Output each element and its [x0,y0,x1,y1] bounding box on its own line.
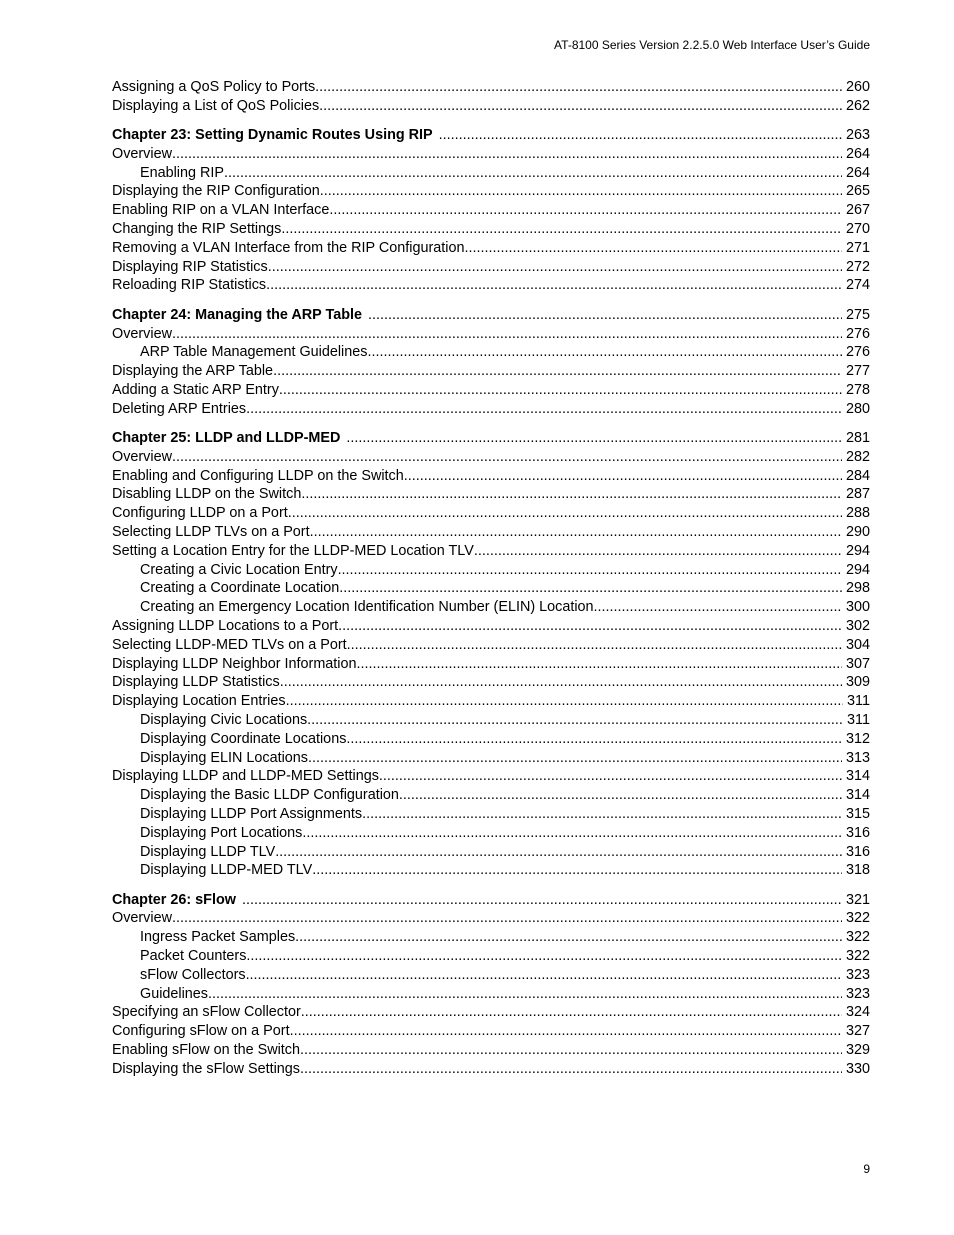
toc-entry-page: 278 [845,381,870,398]
toc-subentry[interactable] [112,947,870,966]
toc-entry-title: Displaying RIP Statistics [112,258,268,275]
toc-entry[interactable] [112,97,870,116]
toc-subentry[interactable] [112,730,870,749]
dot-leader [433,126,842,145]
toc-entry[interactable] [112,673,870,692]
dot-leader [208,985,842,1004]
toc-entry-title: Displaying Location Entries [112,693,286,710]
toc-entry[interactable] [112,400,870,419]
toc-entry-page: 311 [847,712,870,728]
dot-leader [347,636,842,655]
toc-entry-title: Assigning a QoS Policy to Ports [112,79,316,95]
toc-entry-page: 312 [845,730,870,747]
toc-subentry[interactable] [112,966,870,985]
toc-entry[interactable] [112,1060,870,1079]
toc-entry-page: 315 [845,805,870,822]
dot-leader [329,201,842,220]
toc-chapter-heading[interactable] [112,429,870,448]
toc-entry-title: Overview [112,910,172,927]
toc-entry[interactable] [112,542,870,561]
toc-entry-page: 264 [845,164,870,181]
toc-entry-title: Enabling RIP on a VLAN Interface [112,202,330,219]
toc-entry-title: Chapter 24: Managing the ARP Table [112,306,363,323]
toc-entry-title: Changing the RIP Settings [112,221,282,238]
dot-leader [275,843,842,862]
dot-leader [172,909,842,928]
toc-entry-title: Packet Counters [140,948,247,965]
toc-entry-title: Enabling sFlow on the Switch [112,1042,300,1059]
dot-leader [301,485,842,504]
dot-leader [399,786,842,805]
toc-entry[interactable] [112,636,870,655]
toc-entry-page: 274 [845,277,870,294]
toc-entry-page: 275 [845,306,870,323]
toc-entry-page: 288 [845,505,870,522]
toc-entry-page: 327 [845,1023,870,1040]
toc-entry-title: Configuring LLDP on a Port [112,505,288,522]
toc-entry-title: Disabling LLDP on the Switch [112,486,302,503]
toc-entry-title: Deleting ARP Entries [112,400,247,417]
toc-entry-title: Displaying LLDP-MED TLV [140,862,313,879]
toc-entry-title: Displaying the Basic LLDP Configuration [140,787,399,804]
toc-chapter-heading[interactable] [112,126,870,145]
toc-entry-page: 280 [845,400,870,417]
dot-leader [286,692,843,711]
toc-entry-page: 323 [845,966,870,983]
dot-leader [300,1060,842,1079]
dot-leader [246,400,842,419]
dot-leader [300,1041,842,1060]
toc-entry-title: Displaying Coordinate Locations [140,730,347,747]
toc-chapter-heading[interactable] [112,306,870,325]
toc-entry-title: Displaying LLDP Port Assignments [140,805,363,822]
dot-leader [172,448,842,467]
toc-entry[interactable] [112,767,870,786]
toc-entry-title: Overview [112,145,172,162]
toc-subentry[interactable] [112,749,870,768]
dot-leader [310,523,842,542]
toc-entry-page: 314 [845,768,870,785]
toc-entry-title: Ingress Packet Samples [140,929,296,946]
toc-entry[interactable] [112,381,870,400]
running-header: AT-8100 Series Version 2.2.5.0 Web Interface User’s Guide [554,38,870,52]
toc-entry[interactable] [112,258,870,277]
toc-entry[interactable] [112,485,870,504]
toc-entry-page: 322 [845,910,870,927]
toc-subentry[interactable] [112,598,870,617]
toc-entry-page: 270 [845,221,870,238]
toc-entry-title: Creating a Coordinate Location [140,580,340,597]
toc-entry-title: Overview [112,325,172,342]
dot-leader [281,220,842,239]
toc-entry-title: Displaying the sFlow Settings [112,1060,300,1077]
toc-entry-title: Displaying LLDP Statistics [112,674,280,691]
toc-entry-page: 264 [845,145,870,162]
dot-leader [288,504,842,523]
dot-leader [236,891,842,910]
toc-entry-title: Specifying an sFlow Collector [112,1004,301,1021]
toc-entry-page: 307 [845,655,870,672]
toc-subentry[interactable] [112,786,870,805]
toc-entry-page: 300 [845,599,870,616]
toc-entry-page: 330 [845,1060,870,1077]
toc-entry-title: Displaying LLDP Neighbor Information [112,655,357,672]
toc-entry-page: 287 [845,486,870,503]
toc-entry-title: Enabling RIP [140,164,224,181]
dot-leader [404,467,842,486]
toc-entry-page: 262 [845,97,870,114]
toc-entry-title: Selecting LLDP TLVs on a Port [112,524,310,541]
toc-entry-page: 267 [845,202,870,219]
toc-entry-page: 309 [845,674,870,691]
toc-entry-title: Removing a VLAN Interface from the RIP Configuration [112,239,465,256]
dot-leader [594,598,842,617]
toc-entry[interactable] [112,362,870,381]
toc-entry-title: sFlow Collectors [140,966,246,983]
toc-entry-title: Overview [112,448,172,465]
toc-entry[interactable] [112,1041,870,1060]
dot-leader [357,655,842,674]
group-spacer [112,880,870,891]
toc-entry-title: Adding a Static ARP Entry [112,381,279,398]
dot-leader [301,1003,842,1022]
dot-leader [315,78,842,97]
toc-entry-page: 276 [845,344,870,361]
page-number: 9 [863,1162,870,1176]
toc-entry-page: 265 [845,183,870,200]
toc-entry[interactable] [112,467,870,486]
dot-leader [172,325,842,344]
toc-entry-title: Creating an Emergency Location Identification Number (ELIN) Location [140,599,594,616]
toc-entry-page: 322 [845,929,870,946]
toc-subentry[interactable] [112,861,870,880]
dot-leader [246,966,842,985]
toc-entry[interactable] [112,1022,870,1041]
toc-subentry[interactable] [112,164,870,183]
toc-entry-page: 302 [845,618,870,635]
toc-entry-title: Displaying the RIP Configuration [112,183,320,200]
toc-entry[interactable] [112,909,870,928]
dot-leader [362,306,842,325]
toc-entry-page: 323 [845,985,870,1002]
toc-subentry[interactable] [112,985,870,1004]
toc-entry-title: Selecting LLDP-MED TLVs on a Port [112,636,347,653]
toc-entry-title: Assigning LLDP Locations to a Port [112,618,339,635]
toc-entry-page: 318 [845,862,870,879]
dot-leader [312,861,842,880]
toc-entry-title: Displaying Civic Locations [140,712,308,728]
dot-leader [280,673,842,692]
toc-entry-title: Displaying Port Locations [140,824,303,841]
toc-entry-title: Reloading RIP Statistics [112,277,267,294]
toc-subentry[interactable] [112,561,870,580]
toc-entry[interactable] [112,448,870,467]
dot-leader [246,947,842,966]
dot-leader [464,239,842,258]
dot-leader [319,97,842,116]
toc-subentry[interactable] [112,824,870,843]
toc-entry-title: Displaying LLDP TLV [140,843,276,860]
toc-entry[interactable] [112,655,870,674]
toc-entry[interactable] [112,325,870,344]
toc-entry-title: Displaying a List of QoS Policies [112,97,320,114]
toc-entry-title: Configuring sFlow on a Port [112,1023,290,1040]
dot-leader [339,579,842,598]
toc-entry-page: 298 [845,580,870,597]
dot-leader [295,928,842,947]
toc-entry-page: 276 [845,325,870,342]
toc-entry[interactable] [112,239,870,258]
dot-leader [308,749,842,768]
toc-entry-page: 313 [845,749,870,766]
toc-subentry[interactable] [112,805,870,824]
group-spacer [112,419,870,430]
toc-entry-title: Displaying the ARP Table [112,363,274,380]
toc-entry-page: 277 [845,363,870,380]
toc-subentry[interactable] [112,843,870,862]
table-of-contents [112,78,870,1079]
toc-subentry[interactable] [112,711,870,730]
toc-chapter-heading[interactable] [112,891,870,910]
toc-entry[interactable] [112,692,870,711]
dot-leader [338,617,842,636]
toc-entry[interactable] [112,504,870,523]
toc-entry-page: 294 [845,542,870,559]
toc-entry-page: 329 [845,1042,870,1059]
toc-subentry[interactable] [112,343,870,362]
dot-leader [362,805,842,824]
dot-leader [224,164,842,183]
toc-entry-page: 282 [845,448,870,465]
toc-entry-title: Displaying ELIN Locations [140,749,308,766]
toc-entry-title: Setting a Location Entry for the LLDP-MED Location TLV [112,542,474,559]
toc-entry-page: 284 [845,467,870,484]
toc-entry[interactable] [112,201,870,220]
toc-entry-page: 281 [845,430,870,447]
toc-entry-title: Chapter 23: Setting Dynamic Routes Using RIP [112,127,433,144]
dot-leader [279,381,842,400]
toc-entry-page: 290 [845,524,870,541]
dot-leader [268,258,842,277]
toc-entry-page: 271 [845,239,870,256]
dot-leader [302,824,842,843]
toc-entry-page: 324 [845,1004,870,1021]
toc-entry-page: 294 [845,561,870,578]
dot-leader [340,429,842,448]
toc-entry[interactable] [112,523,870,542]
toc-entry-title: Enabling and Configuring LLDP on the Switch [112,467,404,484]
toc-entry-page: 272 [845,258,870,275]
group-spacer [112,116,870,127]
toc-entry-page: 321 [845,891,870,908]
dot-leader [172,145,842,164]
dot-leader [367,343,842,362]
toc-entry-page: 322 [845,948,870,965]
toc-entry-page: 263 [845,127,870,144]
dot-leader [346,730,842,749]
toc-entry-title: Chapter 26: sFlow [112,891,236,908]
dot-leader [266,276,842,295]
dot-leader [320,182,842,201]
toc-entry-page: 316 [845,843,870,860]
toc-entry[interactable] [112,1003,870,1022]
toc-entry-title: Guidelines [140,985,208,1002]
toc-entry-title: Creating a Civic Location Entry [140,561,338,578]
dot-leader [474,542,842,561]
dot-leader [338,561,842,580]
toc-entry[interactable] [112,617,870,636]
toc-entry[interactable] [112,145,870,164]
toc-subentry[interactable] [112,928,870,947]
toc-entry[interactable] [112,78,870,97]
toc-entry-page: 316 [845,824,870,841]
toc-entry-page: 260 [845,79,870,95]
dot-leader [273,362,842,381]
toc-entry-title: Chapter 25: LLDP and LLDP-MED [112,430,341,447]
toc-entry-title: Displaying LLDP and LLDP-MED Settings [112,768,379,785]
toc-subentry[interactable] [112,579,870,598]
toc-entry-page: 314 [845,787,870,804]
dot-leader [307,711,843,730]
toc-entry-page: 311 [847,693,870,710]
dot-leader [379,767,842,786]
toc-entry[interactable] [112,182,870,201]
group-spacer [112,295,870,306]
toc-entry[interactable] [112,220,870,239]
toc-entry-page: 304 [845,636,870,653]
dot-leader [290,1022,842,1041]
toc-entry-title: ARP Table Management Guidelines [140,344,368,361]
toc-entry[interactable] [112,276,870,295]
